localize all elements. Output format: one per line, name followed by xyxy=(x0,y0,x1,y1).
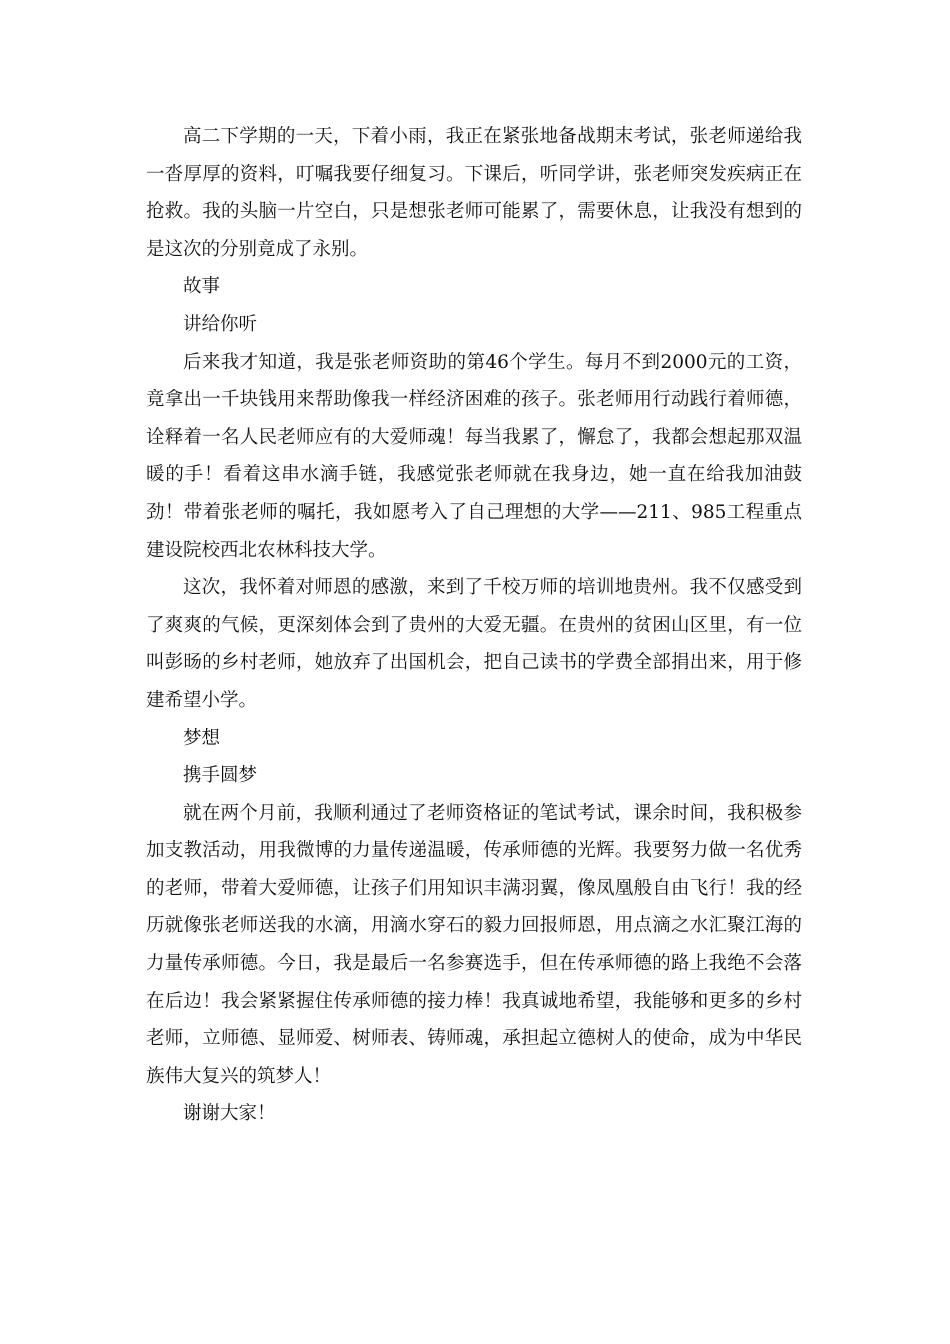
section-subheading-tell-you: 讲给你听 xyxy=(183,313,258,335)
section-heading-story: 故事 xyxy=(183,276,221,298)
paragraph-sponsored-student: 后来我才知道，我是张老师资助的第46个学生。每月不到2000元的工资，竟拿出一千块钱用来帮助像我一样经济困难的孩子。张老师用行动践行着师德，诠释着一名人民老师应有的大爱师魂！每当我累了，懈怠了，我都会想起那双温暖的手！看着这串水滴手链，我感觉张老师就在我身边，她一直在给我加油鼓劲！带着张老师的嘱托，我如愿考入了自己理想的大学——211、985工程重点建设院校西北农林科技大学。 xyxy=(146,351,802,561)
section-heading-dream: 梦想 xyxy=(183,727,221,749)
paragraph-teacher-certificate: 就在两个月前，我顺利通过了老师资格证的笔试考试，课余时间，我积极参加支教活动，用我微博的力量传递温暖，传承师德的光辉。我要努力做一名优秀的老师，带着大爱师德，让孩子们用知识丰满羽翼，像凤凰般自由飞行！我的经历就像张老师送我的水滴，用滴水穿石的毅力回报师恩，用点滴之水汇聚江海的力量传承师德。今日，我是最后一名参赛选手，但在传承师德的路上我绝不会落在后边！我会紧紧握住传承师德的接力棒！我真诚地希望，我能够和更多的乡村老师，立师德、显师爱、树师表、铸师魂，承担起立德树人的使命，成为中华民族伟大复兴的筑梦人！ xyxy=(146,802,802,1087)
document-page xyxy=(146,118,802,1133)
closing-thanks: 谢谢大家！ xyxy=(183,1103,276,1125)
paragraph-guizhou: 这次，我怀着对师恩的感激，来到了千校万师的培训地贵州。我不仅感受到了爽爽的气候，更深刻体会到了贵州的大爱无疆。在贵州的贫困山区里，有一位叫彭旸的乡村老师，她放弃了出国机会，把自己读书的学费全部捐出来，用于修建希望小学。 xyxy=(146,577,802,711)
paragraph-exam-day: 高二下学期的一天，下着小雨，我正在紧张地备战期末考试，张老师递给我一沓厚厚的资料，叮嘱我要仔细复习。下课后，听同学讲，张老师突发疾病正在抢救。我的头脑一片空白，只是想张老师可能累了，需要休息，让我没有想到的是这次的分别竟成了永别。 xyxy=(146,126,802,260)
section-subheading-dream-together: 携手圆梦 xyxy=(183,765,258,787)
